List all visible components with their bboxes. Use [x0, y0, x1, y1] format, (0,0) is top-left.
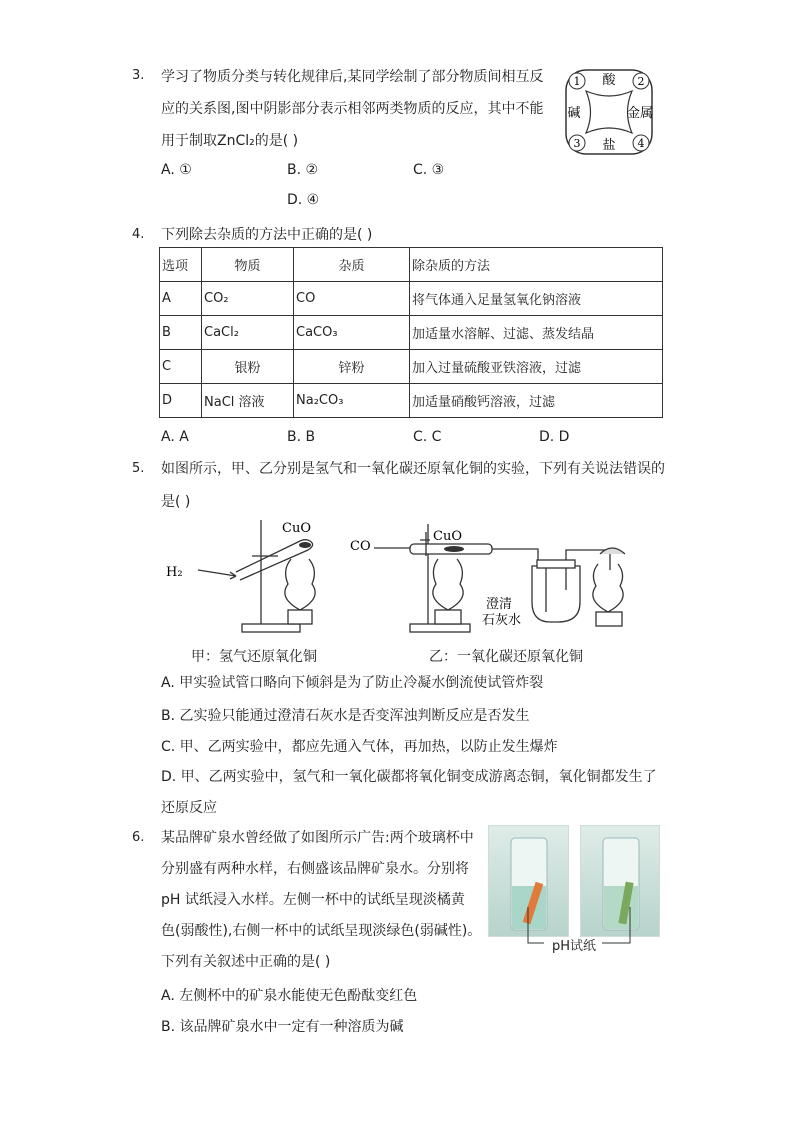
question-4-option-a: A. A [161, 429, 189, 445]
label-h2: H₂ [166, 565, 183, 580]
question-3-number: 3. [132, 68, 145, 83]
question-3-stem-line-3: 用于制取ZnCl₂的是( ) [161, 133, 299, 149]
label-limewater-1: 澄清 [486, 597, 513, 612]
diagram-label-base: 碱 [567, 106, 581, 121]
label-cuo-jia: CuO [282, 521, 311, 536]
question-6-stem-line-3: pH 试纸浸入水样。左侧一杯中的试纸呈现淡橘黄 [161, 892, 465, 908]
question-6-option-a: A. 左侧杯中的矿泉水能使无色酚酞变红色 [161, 988, 418, 1004]
question-5-number: 5. [132, 461, 145, 476]
table-cell: CaCl₂ [202, 316, 294, 350]
question-5-option-d-continued: 还原反应 [161, 800, 217, 816]
header-impurity: 杂质 [294, 248, 410, 282]
question-3-stem-line-2: 应的关系图,图中阴影部分表示相邻两类物质的反应，其中不能 [161, 101, 544, 117]
question-6-stem-line-1: 某品牌矿泉水曾经做了如图所示广告:两个玻璃杯中 [161, 830, 474, 846]
question-4-stem: 下列除去杂质的方法中正确的是( ) [161, 227, 373, 243]
ph-paper-label: pH试纸 [552, 939, 597, 954]
question-4-number: 4. [132, 227, 145, 242]
question-3-option-a: A. ① [161, 162, 192, 178]
reduction-experiment-figure [160, 512, 640, 637]
label-co: CO [350, 539, 371, 554]
impurity-removal-table [159, 247, 663, 418]
table-cell: C [160, 350, 202, 384]
diagram-mark-1: 1 [573, 75, 581, 88]
question-5-option-a: A. 甲实验试管口略向下倾斜是为了防止冷凝水倒流使试管炸裂 [161, 675, 544, 691]
figure-caption-yi: 乙：一氧化碳还原氧化铜 [429, 649, 583, 665]
question-6-stem-line-2: 分别盛有两种水样，右侧盛该品牌矿泉水。分别将 [161, 861, 469, 877]
table-cell: NaCl 溶液 [202, 384, 294, 418]
question-4-option-c: C. C [413, 429, 442, 445]
table-row [160, 316, 663, 350]
table-cell: A [160, 282, 202, 316]
header-substance: 物质 [202, 248, 294, 282]
question-5-option-d: D. 甲、乙两实验中，氢气和一氧化碳都将氧化铜变成游离态铜，氧化铜都发生了 [161, 769, 657, 785]
table-cell: 锌粉 [294, 350, 410, 384]
table-cell: B [160, 316, 202, 350]
table-cell: 加适量水溶解、过滤、蒸发结晶 [410, 316, 663, 350]
diagram-mark-3: 3 [573, 137, 581, 150]
diagram-label-salt: 盐 [602, 138, 616, 153]
question-3-option-b: B. ② [287, 162, 319, 178]
question-5-option-b: B. 乙实验只能通过澄清石灰水是否变浑浊判断反应是否发生 [161, 708, 530, 724]
table-row [160, 350, 663, 384]
substance-relation-diagram [563, 67, 655, 157]
question-6-number: 6. [132, 830, 145, 845]
table-cell: CaCO₃ [294, 316, 410, 350]
question-3-option-d: D. ④ [287, 192, 320, 208]
question-6-option-b: B. 该品牌矿泉水中一定有一种溶质为碱 [161, 1019, 404, 1035]
table-row [160, 282, 663, 316]
question-5-stem-line-2: 是( ) [161, 494, 191, 510]
diagram-label-metal: 金属 [626, 106, 654, 121]
question-5-option-c: C. 甲、乙两实验中，都应先通入气体，再加热，以防止发生爆炸 [161, 739, 558, 755]
diagram-label-acid: 酸 [602, 73, 616, 88]
figure-caption-jia: 甲：氢气还原氧化铜 [191, 649, 317, 665]
diagram-mark-2: 2 [637, 75, 645, 88]
table-cell: 加入过量硫酸亚铁溶液，过滤 [410, 350, 663, 384]
table-cell: D [160, 384, 202, 418]
label-limewater-2: 石灰水 [482, 613, 522, 628]
table-cell: 银粉 [202, 350, 294, 384]
table-row [160, 384, 663, 418]
table-cell: CO₂ [202, 282, 294, 316]
table-cell: Na₂CO₃ [294, 384, 410, 418]
question-4-option-d: D. D [539, 429, 570, 445]
question-3-option-c: C. ③ [413, 162, 445, 178]
table-cell: 将气体通入足量氢氧化钠溶液 [410, 282, 663, 316]
table-header-row [160, 248, 663, 282]
question-6-stem-line-5: 下列有关叙述中正确的是( ) [161, 954, 331, 970]
diagram-mark-4: 4 [637, 137, 645, 150]
question-5-stem-line-1: 如图所示，甲、乙分别是氢气和一氧化碳还原氧化铜的实验，下列有关说法错误的 [161, 461, 665, 477]
question-4-option-b: B. B [287, 429, 316, 445]
header-method: 除杂质的方法 [410, 248, 663, 282]
table-cell: 加适量硝酸钙溶液，过滤 [410, 384, 663, 418]
label-cuo-yi: CuO [433, 529, 462, 544]
header-option: 选项 [160, 248, 202, 282]
question-6-stem-line-4: 色(弱酸性),右侧一杯中的试纸呈现淡绿色(弱碱性)。 [161, 923, 482, 939]
question-3-stem-line-1: 学习了物质分类与转化规律后,某同学绘制了部分物质间相互反 [161, 69, 544, 85]
table-cell: CO [294, 282, 410, 316]
